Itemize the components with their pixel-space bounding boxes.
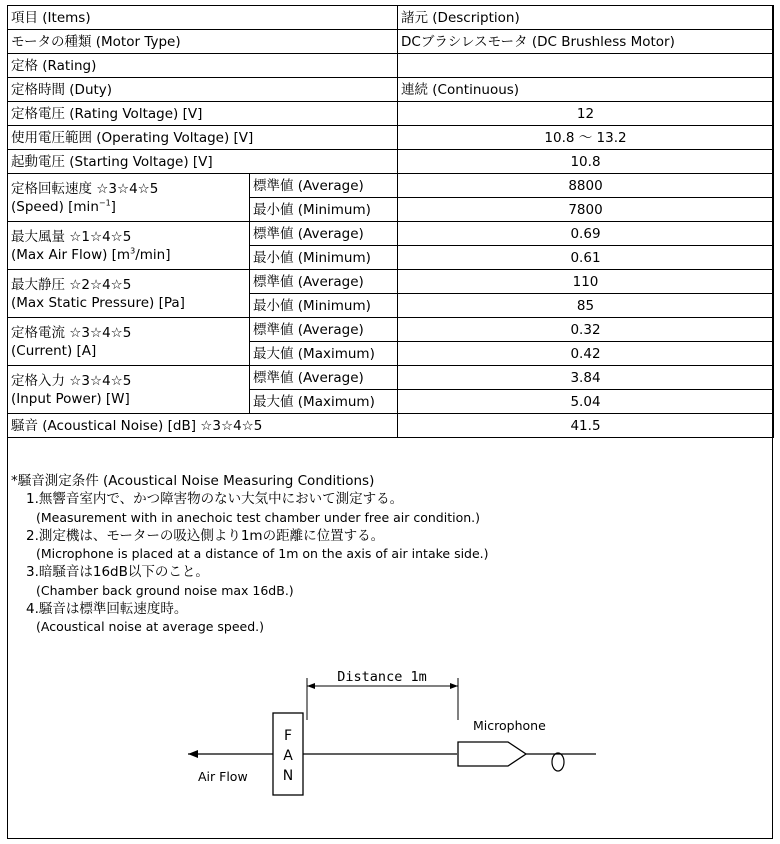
note-3-en: (Chamber back ground noise max 16dB.)	[36, 582, 294, 598]
input-power-average-value: 3.84	[398, 366, 774, 390]
table-row	[8, 6, 774, 30]
static-pressure-average-value: 110	[398, 270, 774, 294]
starting-voltage-value: 10.8	[398, 150, 774, 174]
noise-label: 騒音 (Acoustical Noise) [dB] ☆3☆4☆5	[8, 414, 398, 438]
static-pressure-average-label: 標準値 (Average)	[250, 270, 398, 294]
current-average-value: 0.32	[398, 318, 774, 342]
fan-letter-n: N	[282, 768, 294, 784]
air-flow-minimum-value: 0.61	[398, 246, 774, 270]
static-pressure-label-jp: 最大静圧 ☆2☆4☆5	[11, 276, 132, 293]
table-row	[8, 150, 774, 174]
noise-conditions-notes	[11, 472, 489, 637]
table-row	[8, 318, 774, 342]
current-average-label: 標準値 (Average)	[250, 318, 398, 342]
table-row	[8, 30, 774, 54]
speed-label	[8, 174, 250, 222]
table-row	[8, 126, 774, 150]
header-description: 諸元 (Description)	[398, 6, 774, 30]
table-row	[8, 366, 774, 390]
input-power-label	[8, 366, 250, 414]
rating-voltage-value: 12	[398, 102, 774, 126]
air-flow-average-label: 標準値 (Average)	[250, 222, 398, 246]
note-4-jp: 4.騒音は標準回転速度時。	[26, 601, 188, 618]
table-row	[8, 270, 774, 294]
table-row	[8, 102, 774, 126]
table-row	[8, 174, 774, 198]
motor-type-value: DCブラシレスモータ (DC Brushless Motor)	[398, 30, 774, 54]
current-maximum-label: 最大値 (Maximum)	[250, 342, 398, 366]
distance-right-arrowhead	[450, 683, 458, 689]
current-label-en: (Current) [A]	[11, 342, 97, 359]
static-pressure-minimum-label: 最小値 (Minimum)	[250, 294, 398, 318]
rating-voltage-label: 定格電圧 (Rating Voltage) [V]	[8, 102, 398, 126]
fan-letter-a: A	[283, 748, 293, 764]
distance-left-arrowhead	[307, 683, 315, 689]
distance-label: Distance 1m	[337, 669, 427, 685]
current-label	[8, 318, 250, 366]
measurement-diagram	[170, 660, 610, 810]
input-power-maximum-value: 5.04	[398, 390, 774, 414]
notes-title: *騒音測定条件 (Acoustical Noise Measuring Conditions)	[11, 473, 375, 489]
starting-voltage-label: 起動電圧 (Starting Voltage) [V]	[8, 150, 398, 174]
current-maximum-value: 0.42	[398, 342, 774, 366]
speed-label-jp: 定格回転速度 ☆3☆4☆5	[11, 180, 159, 197]
table-row	[8, 54, 774, 78]
speed-average-value: 8800	[398, 174, 774, 198]
motor-type-label: モータの種類 (Motor Type)	[8, 30, 398, 54]
duty-value: 連続 (Continuous)	[398, 78, 774, 102]
air-flow-label: Air Flow	[198, 769, 248, 784]
static-pressure-label	[8, 270, 250, 318]
air-flow-label-en: (Max Air Flow) $[m^3/\min]$	[11, 246, 171, 263]
static-pressure-minimum-value: 85	[398, 294, 774, 318]
cable-loop-icon	[552, 753, 564, 771]
noise-value: 41.5	[398, 414, 774, 438]
table-row	[8, 414, 774, 438]
microphone-label: Microphone	[473, 718, 546, 733]
input-power-label-jp: 定格入力 ☆3☆4☆5	[11, 372, 132, 389]
note-2-jp: 2.測定機は、モーターの吸込側より1mの距離に位置する。	[26, 527, 385, 544]
note-4-en: (Acoustical noise at average speed.)	[36, 619, 265, 635]
input-power-label-en: (Input Power) [W]	[11, 390, 130, 407]
spec-table	[7, 5, 774, 438]
air-flow-average-value: 0.69	[398, 222, 774, 246]
air-flow-arrowhead	[188, 750, 198, 758]
air-flow-minimum-label: 最小値 (Minimum)	[250, 246, 398, 270]
speed-label-en: (Speed) $[\min^{-1}]$	[11, 198, 116, 215]
current-label-jp: 定格電流 ☆3☆4☆5	[11, 324, 132, 341]
input-power-average-label: 標準値 (Average)	[250, 366, 398, 390]
air-flow-label	[8, 222, 250, 270]
note-1-jp: 1.無響音室内で、かつ障害物のない大気中において測定する。	[26, 491, 404, 508]
speed-minimum-value: 7800	[398, 198, 774, 222]
operating-voltage-value: 10.8 ～ 13.2	[398, 126, 774, 150]
static-pressure-label-en: (Max Static Pressure) [Pa]	[11, 294, 185, 311]
fan-letter-f: F	[283, 728, 293, 744]
duty-label: 定格時間 (Duty)	[8, 78, 398, 102]
note-3-jp: 3.暗騒音は16dB以下のこと。	[26, 564, 209, 581]
header-items: 項目 (Items)	[8, 6, 398, 30]
input-power-maximum-label: 最大値 (Maximum)	[250, 390, 398, 414]
rating-value	[398, 54, 774, 78]
microphone-icon	[458, 742, 526, 766]
air-flow-label-jp: 最大風量 ☆1☆4☆5	[11, 228, 132, 245]
rating-label: 定格 (Rating)	[8, 54, 398, 78]
note-1-en: (Measurement with in anechoic test chamber under free air condition.)	[36, 509, 481, 525]
table-row	[8, 222, 774, 246]
note-2-en: (Microphone is placed at a distance of 1m on the axis of air intake side.)	[36, 546, 489, 562]
operating-voltage-label: 使用電圧範囲 (Operating Voltage) [V]	[8, 126, 398, 150]
speed-minimum-label: 最小値 (Minimum)	[250, 198, 398, 222]
speed-average-label: 標準値 (Average)	[250, 174, 398, 198]
table-row	[8, 78, 774, 102]
